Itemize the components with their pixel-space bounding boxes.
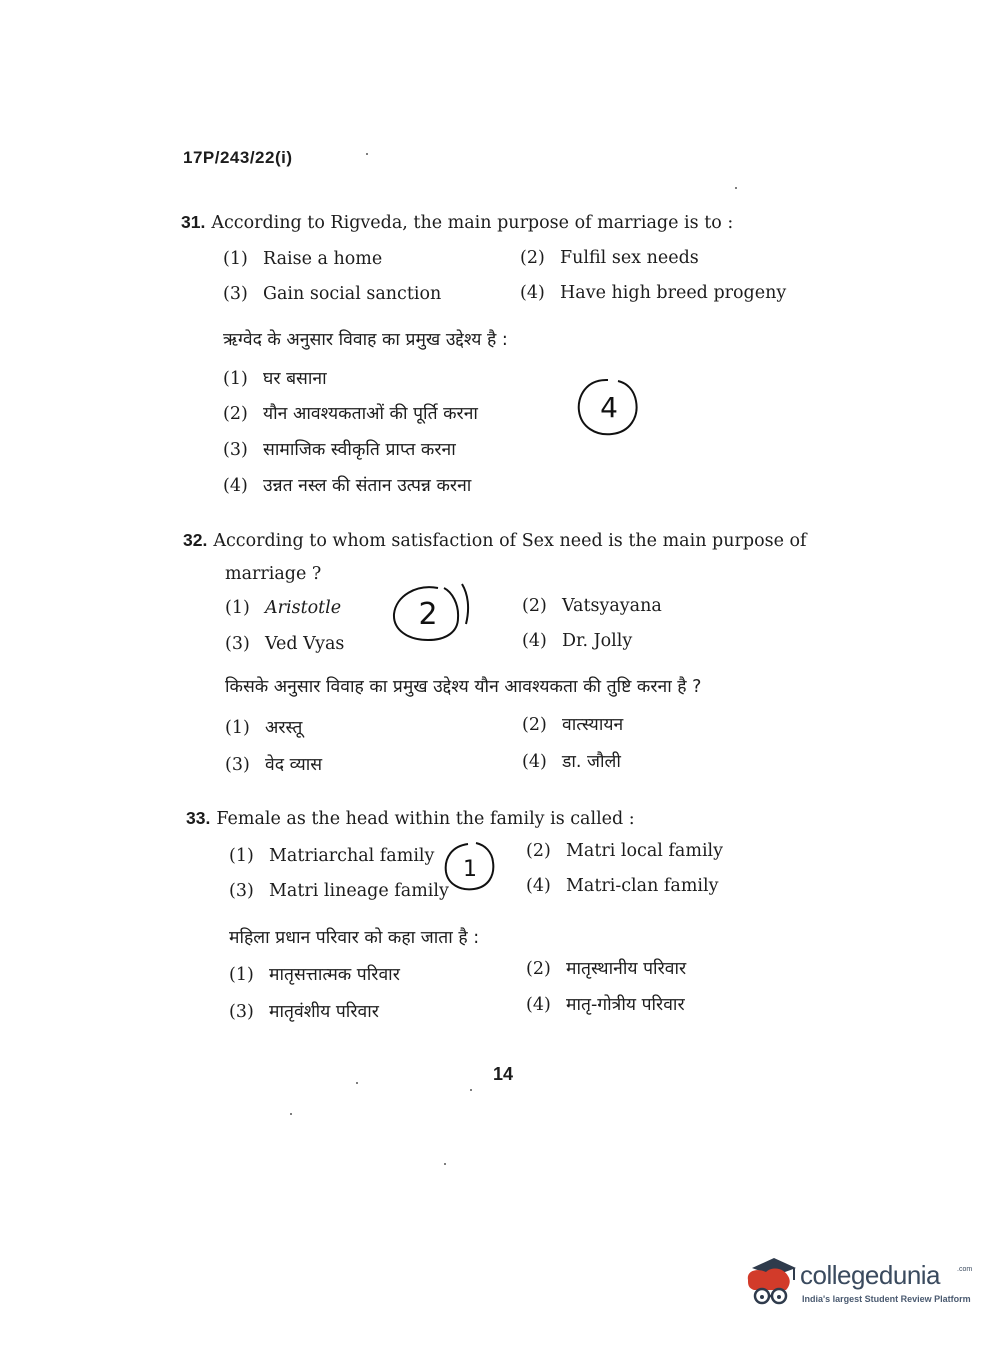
question-32-cont: marriage ?	[225, 564, 322, 584]
question-number: 31.	[181, 212, 206, 232]
question-32-hindi: किसके अनुसार विवाह का प्रमुख उद्देश्य यौन आवश्यकता की तुष्टि करना है ?	[225, 677, 702, 697]
option-33-4-hindi: (4) मातृ-गोत्रीय परिवार	[526, 995, 685, 1015]
question-number: 32.	[183, 530, 208, 550]
scan-speck	[444, 1163, 446, 1165]
question-31	[181, 212, 733, 233]
option-31-3: (3) Gain social sanction	[223, 284, 442, 304]
brand-name: collegedunia	[800, 1260, 941, 1290]
option-32-4: (4) Dr. Jolly	[522, 631, 633, 651]
option-32-1-hindi: (1) अरस्तू	[225, 718, 303, 738]
svg-text:4: 4	[600, 391, 618, 424]
option-31-4-hindi: (4) उन्नत नस्ल की संतान उत्पन्न करना	[223, 476, 472, 496]
page-number: 14	[493, 1064, 514, 1084]
mascot-icon	[742, 1252, 798, 1310]
svg-text:1: 1	[463, 857, 477, 882]
paper-code: 17P/243/22(i)	[183, 148, 293, 167]
option-31-2-hindi: (2) यौन आवश्यकताओं की पूर्ति करना	[223, 404, 478, 424]
question-32	[183, 530, 807, 551]
collegedunia-watermark	[742, 1252, 972, 1312]
handwritten-answer-32	[388, 580, 474, 648]
question-33	[186, 808, 635, 829]
scan-speck	[735, 187, 737, 189]
handwritten-answer-31	[572, 375, 644, 441]
question-31-hindi: ऋग्वेद के अनुसार विवाह का प्रमुख उद्देश्य है :	[223, 330, 508, 350]
option-33-2-hindi: (2) मातृस्थानीय परिवार	[526, 959, 687, 979]
question-text: According to Rigveda, the main purpose of marriage is to :	[211, 213, 734, 233]
svg-text:2: 2	[418, 597, 438, 632]
option-32-3-hindi: (3) वेद व्यास	[225, 755, 323, 775]
option-31-2: (2) Fulfil sex needs	[520, 248, 699, 268]
option-31-4: (4) Have high breed progeny	[520, 283, 787, 303]
handwritten-answer-33	[440, 838, 500, 896]
option-33-4: (4) Matri-clan family	[526, 876, 719, 896]
option-31-1-hindi: (1) घर बसाना	[223, 369, 327, 389]
option-32-1: (1) Aristotle	[225, 598, 342, 618]
question-text: Female as the head within the family is called :	[216, 809, 635, 829]
option-32-2-hindi: (2) वात्स्यायन	[522, 715, 624, 735]
option-32-4-hindi: (4) डा. जौली	[522, 752, 621, 772]
scan-speck	[366, 153, 368, 155]
scan-speck	[290, 1113, 292, 1115]
option-31-3-hindi: (3) सामाजिक स्वीकृति प्राप्त करना	[223, 440, 456, 460]
option-31-1: (1) Raise a home	[223, 249, 383, 269]
brand-domain: .com	[957, 1266, 973, 1273]
option-33-2: (2) Matri local family	[526, 841, 724, 861]
option-33-3: (3) Matri lineage family	[229, 881, 449, 901]
option-33-1-hindi: (1) मातृसत्तात्मक परिवार	[229, 965, 400, 985]
question-33-hindi: महिला प्रधान परिवार को कहा जाता है :	[229, 928, 480, 948]
option-32-2: (2) Vatsyayana	[522, 596, 662, 616]
option-32-3: (3) Ved Vyas	[225, 634, 345, 654]
brand-tagline: India's largest Student Review Platform	[802, 1294, 971, 1304]
scan-speck	[356, 1082, 358, 1084]
option-33-1: (1) Matriarchal family	[229, 846, 435, 866]
scan-speck	[470, 1089, 472, 1091]
question-text: According to whom satisfaction of Sex need is the main purpose of	[213, 531, 807, 551]
question-number: 33.	[186, 808, 211, 828]
option-33-3-hindi: (3) मातृवंशीय परिवार	[229, 1002, 379, 1022]
